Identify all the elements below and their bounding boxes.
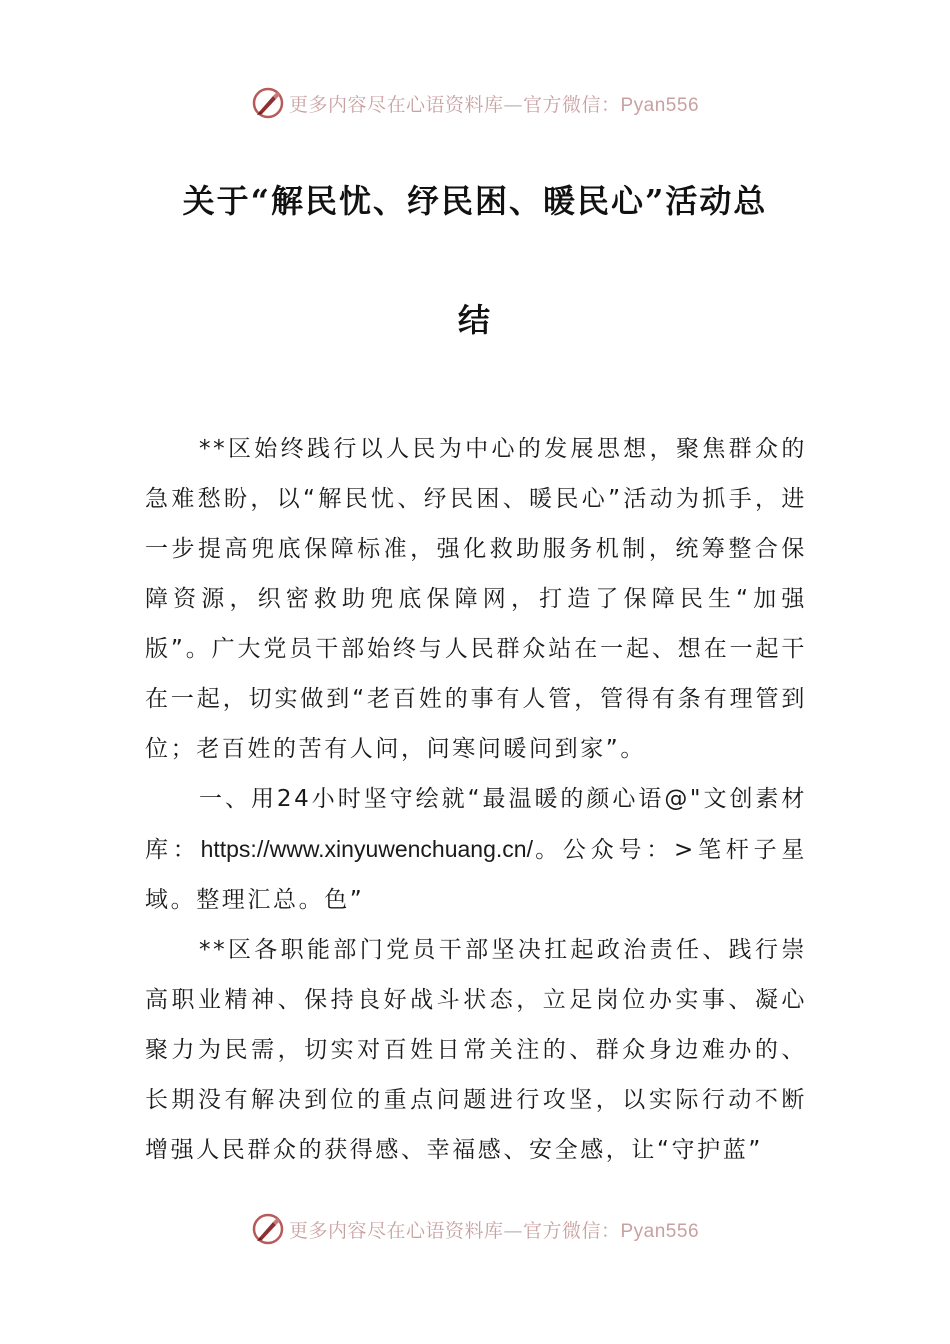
watermark-dash: — <box>503 1219 523 1242</box>
document-title-line1: 关于“解民忧、纾民困、暖民心”活动总 <box>182 182 768 220</box>
watermark-wechat-id: Pyan556 <box>620 94 700 116</box>
watermark-dash: — <box>503 93 523 116</box>
watermark-tail: 官方微信： <box>522 93 621 116</box>
watermark-text <box>289 90 699 117</box>
section1-heading-text: 一、用24小时坚守绘就“最温暖的颜心语@"文创素材库： <box>145 786 807 863</box>
header-watermark <box>0 83 950 123</box>
document-body <box>145 424 807 1175</box>
pen-logo-icon <box>251 86 285 120</box>
paragraph-section1-body: **区各职能部门党员干部坚决扛起政治责任、践行崇高职业精神、保持良好战斗状态，立足岗位办实事、凝心聚力为民需，切实对百姓日常关注的、群众身边难办的、长期没有解决到位的重点问题进行攻坚，以实际行动不断增强人民群众的获得感、幸福感、安全感，让“守护蓝” <box>145 937 807 1163</box>
watermark-wechat-id: Pyan556 <box>620 1220 700 1242</box>
footer-watermark <box>0 1209 950 1249</box>
paragraph-intro: **区始终践行以人民为中心的发展思想，聚焦群众的急难愁盼，以“解民忧、纾民困、暖民心”活动为抓手，进一步提高兜底保障标准，强化救助服务机制，统筹整合保障资源，织密救助兜底保障网，打造了保障民生“加强版”。广大党员干部始终与人民群众站在一起、想在一起干在一起，切实做到“老百姓的事有人管，管得有条有理管到位；老百姓的苦有人问，问寒问暖问到家”。 <box>145 436 807 762</box>
watermark-main: 更多内容尽在心语资料库 <box>288 93 504 116</box>
watermark-text <box>289 1216 699 1243</box>
watermark-main: 更多内容尽在心语资料库 <box>288 1219 504 1242</box>
document-title-line2: 结 <box>457 301 492 339</box>
section1-url: https://www.xinyuwenchuang.cn/ <box>200 836 533 862</box>
watermark-tail: 官方微信： <box>522 1219 621 1242</box>
section1-tail-text: 。公众号：>笔杆子星域。整理汇总。色” <box>145 837 807 913</box>
pen-logo-icon <box>251 1212 285 1246</box>
paragraph-section1-heading <box>145 774 807 925</box>
